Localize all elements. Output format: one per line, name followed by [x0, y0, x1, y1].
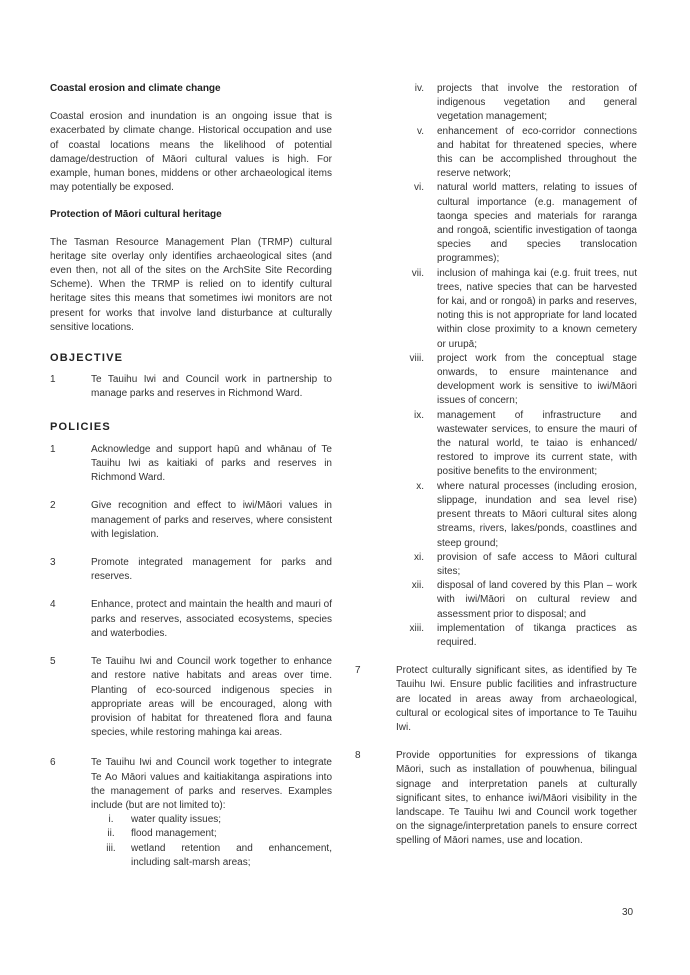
subitem-number: x.	[416, 480, 424, 492]
subitem-number: xi.	[414, 551, 424, 563]
policy-item	[50, 443, 332, 486]
subitem-text: flood management;	[131, 828, 217, 840]
subitem-number: viii.	[409, 352, 424, 364]
subitem-number: vi.	[414, 182, 424, 194]
subitem-text: wetland retention and enhancement, including salt-marsh areas;	[131, 842, 332, 868]
policy-number: 2	[50, 500, 56, 512]
subitem-text: enhancement of eco-corridor connections and habitat for threatened species, where this can be accomplished throughout the reserve network;	[437, 125, 637, 180]
policy-item	[50, 598, 332, 641]
policy-item	[50, 756, 332, 870]
objective-heading: OBJECTIVE	[50, 352, 124, 365]
subitem-text: inclusion of mahinga kai (e.g. fruit trees, nut trees, native species that can be harvested for kai, and or rongoā) in parks and reserves, noting this is not appropriate for land located within close proximity to a known cemetery or urupā;	[437, 267, 637, 350]
policy-item	[50, 556, 332, 584]
coastal-paragraph: Coastal erosion and inundation is an ongoing issue that is exacerbated by climate change. Historical occupation and use of coastal locations means the likelihood of potential damage/destruction of Māori cultural values is high. For example, human bones, middens or other archaeological items may potentially be exposed.	[50, 111, 332, 194]
subitem-text: implementation of tikanga practices as required.	[437, 622, 637, 648]
policy-subitem	[355, 352, 637, 409]
policy-text: Protect culturally significant sites, as identified by Te Tauihu Iwi. Ensure public facilities and infrastructure are located in areas away from archaeological, cultural or ecological sites of importance to Te Tauihu Iwi.	[396, 665, 637, 733]
policy-number: 8	[355, 750, 361, 762]
protection-heading: Protection of Māori cultural heritage	[50, 209, 222, 221]
policy-number: 1	[50, 443, 56, 455]
policies-heading: POLICIES	[50, 420, 111, 433]
subitem-number: i.	[108, 814, 114, 826]
right-column	[355, 82, 637, 849]
policy-text: Te Tauihu Iwi and Council work together to integrate Te Ao Māori values and kaitiakitanga aspirations into the management of parks and reserves. Examples include (but are not limited to):	[91, 757, 332, 811]
policy-number: 7	[355, 665, 361, 677]
subitem-text: disposal of land covered by this Plan – work with iwi/Māori on cultural review and assessment prior to disposal; and	[437, 580, 637, 620]
policy-subitem	[355, 82, 637, 125]
policy-number: 4	[50, 599, 56, 611]
policy-subitem	[355, 480, 637, 551]
policy-subitem	[91, 813, 332, 827]
policy-item	[50, 655, 332, 740]
subitem-text: project work from the conceptual stage onwards, to ensure maintenance and development work is sensitive to iwi/Māori issues of concern;	[437, 352, 637, 407]
policy-subitem	[355, 181, 637, 266]
objective-item	[50, 373, 332, 401]
coastal-heading: Coastal erosion and climate change	[50, 83, 221, 94]
policy-text: Give recognition and effect to iwi/Māori values in management of parks and reserves, where consistent with legislation.	[91, 500, 332, 540]
subitem-text: management of infrastructure and wastewater services, to ensure the mauri of the natural world, te taiao is enhanced/ restored to improve its current state, with positive benefits to the environment;	[437, 409, 637, 478]
policy-text: Te Tauihu Iwi and Council work together to enhance and restore native habitats and areas over time. Planting of eco-sourced indigenous species in appropriate areas will be encouraged, along with provision of habitat for threatened flora and fauna species, while restoring mahinga kai areas.	[91, 656, 332, 739]
policy-6-content	[91, 756, 332, 870]
policy-number: 6	[50, 757, 56, 769]
subitem-text: projects that involve the restoration of indigenous vegetation and general vegetation management;	[437, 83, 637, 123]
policy-subitem	[91, 827, 332, 841]
objective-number: 1	[50, 374, 56, 386]
policy-item	[355, 664, 637, 735]
policy-number: 5	[50, 656, 56, 668]
policy-subitem	[355, 267, 637, 352]
policy-subitem	[355, 125, 637, 182]
policy-subitem	[91, 842, 332, 870]
page-number: 30	[622, 907, 634, 918]
subitem-number: xiii.	[409, 622, 424, 634]
subitem-number: vii.	[411, 267, 424, 279]
policy-subitem	[355, 622, 637, 650]
subitem-number: ii.	[107, 828, 115, 840]
policy-text: Enhance, protect and maintain the health and mauri of parks and reserves, associated ecosystems, species and waterbodies.	[91, 599, 332, 639]
policy-item	[50, 499, 332, 542]
objective-text: Te Tauihu Iwi and Council work in partnership to manage parks and reserves in Richmond Ward.	[91, 374, 332, 400]
policy-text: Acknowledge and support hapū and whānau of Te Tauihu Iwi as kaitiaki of parks and reserves in Richmond Ward.	[91, 443, 332, 484]
policy-item	[355, 749, 637, 848]
policy-subitem	[355, 551, 637, 579]
subitem-number: iii.	[106, 842, 116, 854]
policy-text: Provide opportunities for expressions of tikanga Māori, such as installation of pouwhenua, bilingual signage and interpretation panels at culturally significant sites, to enhance iwi/Māori visibility in the landscape. Te Tauihu Iwi and Council work together on the signage/interpretation panels to ensure correct spelling of Māori names, use and location.	[396, 750, 637, 847]
subitem-number: iv.	[414, 83, 424, 94]
subitem-text: where natural processes (including erosion, slippage, inundation and sea level rise) present threats to Māori cultural sites along streams, rivers, lakes/ponds, coastlines and steep ground;	[437, 480, 637, 549]
subitem-text: provision of safe access to Māori cultural sites;	[437, 551, 637, 577]
policy-subitem	[355, 579, 637, 622]
subitem-number: v.	[416, 125, 424, 137]
protection-paragraph: The Tasman Resource Management Plan (TRMP) cultural heritage site overlay only identifies archaeological sites (and even then, not all of the sites on the ArchSite Site Recording Scheme). When the TRMP is relied on to identify cultural heritage sites this means that sometimes iwi monitors are not present for works that involve land disturbance at culturally sensitive locations.	[50, 236, 332, 333]
policy-number: 3	[50, 557, 56, 569]
left-column	[50, 82, 332, 870]
subitem-text: natural world matters, relating to issues of cultural importance (e.g. management of taonga species and materials for raranga and rongoā, scientific investigation of taonga species and species translocation programmes);	[437, 182, 637, 265]
subitem-number: ix.	[414, 409, 424, 421]
subitem-text: water quality issues;	[131, 814, 222, 826]
policy-subitem	[355, 409, 637, 480]
policy-text: Promote integrated management for parks and reserves.	[91, 557, 332, 583]
subitem-number: xii.	[411, 580, 424, 592]
